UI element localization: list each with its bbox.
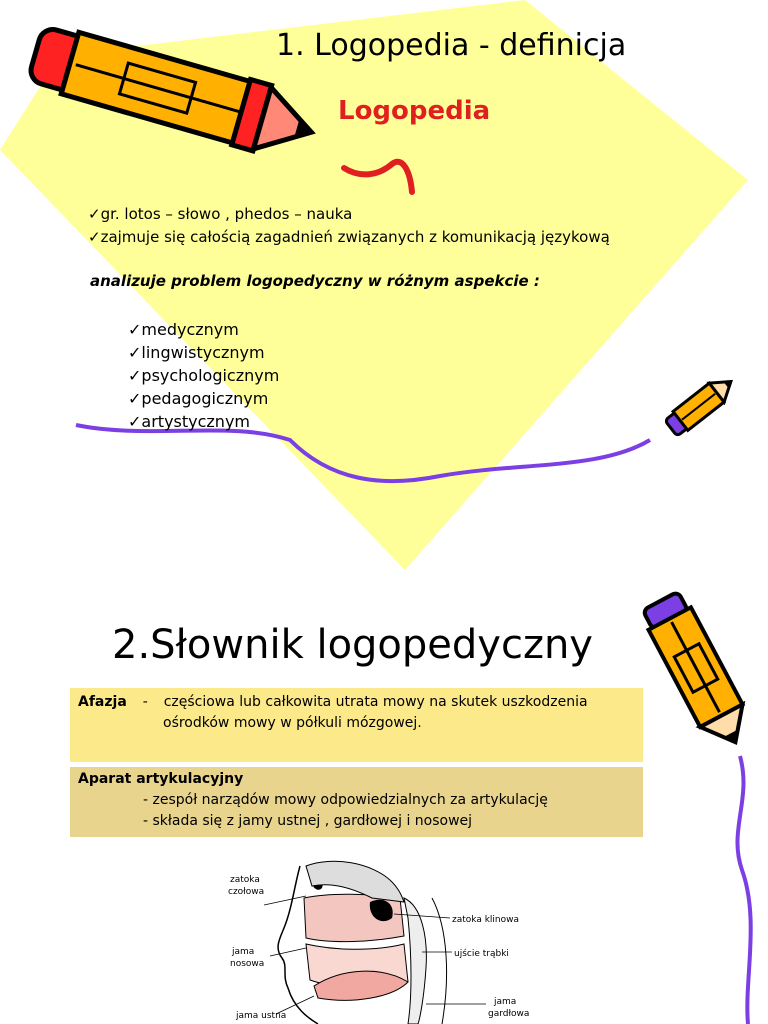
label-jama-nosowa: jama bbox=[232, 947, 255, 957]
label-jama-gardlowa: jama bbox=[494, 997, 517, 1007]
pencil-icon-small bbox=[652, 372, 742, 444]
entry-dash: - bbox=[142, 694, 148, 710]
label-zatoka-czolowa: czołowa bbox=[228, 887, 265, 897]
slide1-subtitle: Logopedia bbox=[338, 96, 491, 126]
checkmark-icon: ✓ bbox=[128, 366, 142, 385]
dictionary-entry-afazja bbox=[70, 688, 643, 762]
entry-line: - składa się z jamy ustnej , gardłowej i nosowej bbox=[143, 813, 473, 829]
label-jama-ustna: jama ustna bbox=[236, 1011, 287, 1021]
definition-bullets bbox=[88, 203, 610, 249]
aspect-note: analizuje problem logopedyczny w różnym aspekcie : bbox=[90, 272, 540, 290]
entry-term: Afazja bbox=[78, 694, 127, 710]
label-zatoka-klinowa: zatoka klinowa bbox=[452, 915, 520, 925]
label-ujscie-trabki: ujście trąbki bbox=[454, 949, 509, 959]
label-jama-gardlowa: gardłowa bbox=[488, 1009, 530, 1019]
bullet-text: gr. lotos – słowo , phedos – nauka bbox=[100, 205, 353, 223]
list-item bbox=[128, 318, 279, 341]
vocal-tract-diagram bbox=[222, 858, 532, 1024]
entry-line: - zespół narządów mowy odpowiedzialnych za artykulację bbox=[143, 792, 548, 808]
entry-term: Aparat artykulacyjny bbox=[78, 771, 244, 787]
label-jama-nosowa: nosowa bbox=[230, 959, 265, 969]
aspect-text: lingwistycznym bbox=[141, 343, 265, 362]
checkmark-icon: ✓ bbox=[128, 389, 142, 408]
list-item bbox=[128, 410, 279, 433]
aspect-text: pedagogicznym bbox=[141, 389, 269, 408]
entry-line: ośrodków mowy w półkuli mózgowej. bbox=[163, 715, 422, 731]
aspect-text: psychologicznym bbox=[141, 366, 280, 385]
aspect-text: medycznym bbox=[141, 320, 239, 339]
pencil-icon-right bbox=[640, 578, 752, 758]
list-item bbox=[88, 203, 610, 226]
checkmark-icon: ✓ bbox=[128, 343, 142, 362]
aspects-list bbox=[128, 318, 279, 433]
list-item bbox=[128, 387, 279, 410]
list-item bbox=[128, 341, 279, 364]
entry-line: częściowa lub całkowita utrata mowy na skutek uszkodzenia bbox=[163, 694, 588, 710]
aspect-text: artystycznym bbox=[141, 412, 250, 431]
checkmark-icon: ✓ bbox=[128, 320, 142, 339]
list-item bbox=[128, 364, 279, 387]
checkmark-icon: ✓ bbox=[88, 228, 101, 246]
checkmark-icon: ✓ bbox=[128, 412, 142, 431]
list-item bbox=[88, 226, 610, 249]
checkmark-icon: ✓ bbox=[88, 205, 101, 223]
slide2-title: 2.Słownik logopedyczny bbox=[112, 622, 593, 668]
slide1-title: 1. Logopedia - definicja bbox=[276, 28, 627, 63]
purple-curve-right bbox=[737, 756, 750, 1024]
dictionary-entry-aparat bbox=[70, 767, 643, 837]
label-zatoka-czolowa: zatoka bbox=[230, 875, 260, 885]
bullet-text: zajmuje się całością zagadnień związanych z komunikacją językową bbox=[100, 228, 610, 246]
